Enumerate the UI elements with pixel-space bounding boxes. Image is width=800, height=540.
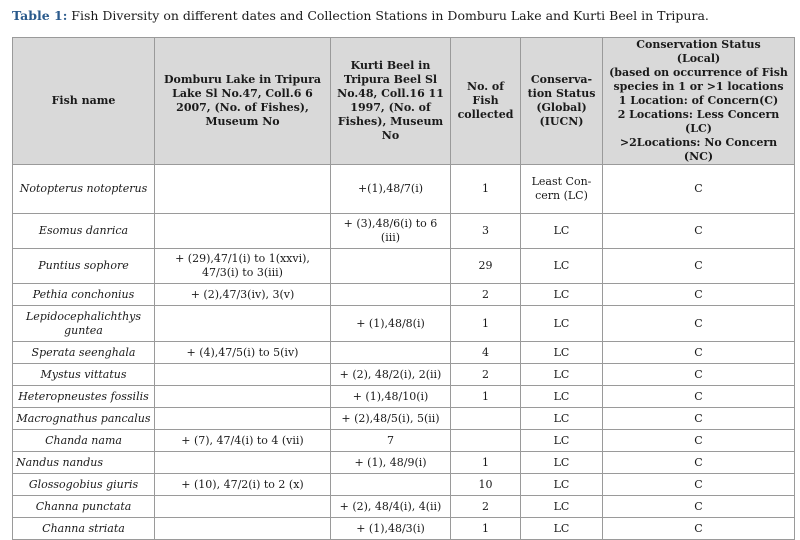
cell-fish-name: Heteropneustes fossilis: [13, 386, 155, 408]
cell-local-status: C: [603, 249, 795, 284]
cell-count: [451, 408, 521, 430]
cell-global-status: LC: [521, 342, 603, 364]
cell-global-status: Least Con-cern (LC): [521, 165, 603, 214]
cell-local-status: C: [603, 364, 795, 386]
cell-kurti: + (1),48/8(i): [331, 306, 451, 342]
cell-kurti: 7: [331, 430, 451, 452]
cell-count: 3: [451, 214, 521, 249]
table-row: [13, 474, 795, 496]
cell-local-status: C: [603, 165, 795, 214]
cell-domburu: [155, 452, 331, 474]
cell-local-status: C: [603, 386, 795, 408]
header-local-line: 1 Location: of Concern(C): [618, 94, 779, 107]
cell-fish-name: Pethia conchonius: [13, 284, 155, 306]
caption-text: Fish Diversity on different dates and Collection Stations in Domburu Lake and Kurti Beel in Tripura.: [71, 8, 709, 23]
cell-local-status: C: [603, 474, 795, 496]
cell-kurti: [331, 284, 451, 306]
header-local-status: [603, 38, 795, 165]
cell-kurti: + (2),48/5(i), 5(ii): [331, 408, 451, 430]
cell-fish-name: Esomus danrica: [13, 214, 155, 249]
header-local-line: >2Locations: No Concern (NC): [619, 136, 778, 163]
cell-global-status: LC: [521, 306, 603, 342]
cell-kurti: + (1),48/3(i): [331, 518, 451, 540]
cell-local-status: C: [603, 496, 795, 518]
table-row: [13, 284, 795, 306]
cell-fish-name: Lepidocephalichthys guntea: [13, 306, 155, 342]
cell-domburu: [155, 364, 331, 386]
cell-domburu: + (2),47/3(iv), 3(v): [155, 284, 331, 306]
header-local-line: (Local): [676, 52, 721, 65]
cell-kurti: + (2), 48/2(i), 2(ii): [331, 364, 451, 386]
cell-local-status: C: [603, 342, 795, 364]
cell-domburu: + (7), 47/4(i) to 4 (vii): [155, 430, 331, 452]
cell-local-status: C: [603, 452, 795, 474]
cell-global-status: LC: [521, 386, 603, 408]
cell-kurti: + (1),48/10(i): [331, 386, 451, 408]
header-local-line: 2 Locations: Less Concern (LC): [617, 108, 780, 135]
cell-count: 1: [451, 452, 521, 474]
cell-count: [451, 430, 521, 452]
table-row: [13, 306, 795, 342]
cell-domburu: + (4),47/5(i) to 5(iv): [155, 342, 331, 364]
header-global-status: Conserva-tion Status (Global) (IUCN): [521, 38, 603, 165]
cell-global-status: LC: [521, 408, 603, 430]
cell-domburu: [155, 408, 331, 430]
cell-fish-name: Chanda nama: [13, 430, 155, 452]
cell-domburu: [155, 496, 331, 518]
cell-count: 4: [451, 342, 521, 364]
cell-fish-name: Puntius sophore: [13, 249, 155, 284]
cell-domburu: [155, 165, 331, 214]
cell-kurti: + (1), 48/9(i): [331, 452, 451, 474]
cell-global-status: LC: [521, 249, 603, 284]
cell-domburu: + (10), 47/2(i) to 2 (x): [155, 474, 331, 496]
cell-count: 1: [451, 518, 521, 540]
cell-fish-name: Mystus vittatus: [13, 364, 155, 386]
cell-count: 10: [451, 474, 521, 496]
header-local-line: (based on occurrence of Fish species in 1 or >1 locations: [609, 66, 788, 93]
table-row: [13, 518, 795, 540]
header-fish-name: Fish name: [13, 38, 155, 165]
table-row: [13, 386, 795, 408]
table-row: [13, 430, 795, 452]
cell-global-status: LC: [521, 284, 603, 306]
cell-global-status: LC: [521, 214, 603, 249]
table-row: [13, 452, 795, 474]
table-header-row: [13, 38, 795, 165]
cell-fish-name: Sperata seenghala: [13, 342, 155, 364]
table-caption: [12, 8, 709, 23]
cell-count: 1: [451, 306, 521, 342]
table-row: [13, 249, 795, 284]
cell-fish-name: Channa punctata: [13, 496, 155, 518]
cell-domburu: [155, 518, 331, 540]
header-local-line: Conservation Status: [636, 38, 761, 51]
cell-count: 2: [451, 284, 521, 306]
cell-kurti: [331, 342, 451, 364]
cell-count: 29: [451, 249, 521, 284]
table-row: [13, 214, 795, 249]
cell-global-status: LC: [521, 496, 603, 518]
cell-domburu: [155, 306, 331, 342]
cell-kurti: [331, 249, 451, 284]
cell-fish-name: Channa striata: [13, 518, 155, 540]
cell-count: 1: [451, 386, 521, 408]
cell-fish-name: Macrognathus pancalus: [13, 408, 155, 430]
cell-local-status: C: [603, 408, 795, 430]
cell-kurti: + (3),48/6(i) to 6 (iii): [331, 214, 451, 249]
cell-kurti: + (2), 48/4(i), 4(ii): [331, 496, 451, 518]
cell-global-status: LC: [521, 474, 603, 496]
cell-domburu: [155, 214, 331, 249]
table-row: [13, 408, 795, 430]
cell-local-status: C: [603, 518, 795, 540]
cell-global-status: LC: [521, 452, 603, 474]
cell-local-status: C: [603, 284, 795, 306]
cell-global-status: LC: [521, 518, 603, 540]
header-kurti: Kurti Beel in Tripura Beel Sl No.48, Coll.16 11 1997, (No. of Fishes), Museum No: [331, 38, 451, 165]
cell-global-status: LC: [521, 430, 603, 452]
table-row: [13, 364, 795, 386]
header-count: No. of Fish collected: [451, 38, 521, 165]
fish-diversity-table: [12, 37, 795, 540]
cell-fish-name: Nandus nandus: [13, 452, 155, 474]
table-row: [13, 496, 795, 518]
cell-local-status: C: [603, 214, 795, 249]
table-row: [13, 165, 795, 214]
cell-count: 1: [451, 165, 521, 214]
cell-count: 2: [451, 496, 521, 518]
cell-fish-name: Notopterus notopterus: [13, 165, 155, 214]
cell-fish-name: Glossogobius giuris: [13, 474, 155, 496]
header-domburu: Domburu Lake in Tripura Lake Sl No.47, Coll.6 6 2007, (No. of Fishes), Museum No: [155, 38, 331, 165]
cell-kurti: +(1),48/7(i): [331, 165, 451, 214]
cell-kurti: [331, 474, 451, 496]
cell-local-status: C: [603, 306, 795, 342]
cell-domburu: [155, 386, 331, 408]
cell-count: 2: [451, 364, 521, 386]
cell-global-status: LC: [521, 364, 603, 386]
caption-label: Table 1:: [12, 8, 68, 23]
table-row: [13, 342, 795, 364]
cell-domburu: + (29),47/1(i) to 1(xxvi), 47/3(i) to 3(iii): [155, 249, 331, 284]
cell-local-status: C: [603, 430, 795, 452]
